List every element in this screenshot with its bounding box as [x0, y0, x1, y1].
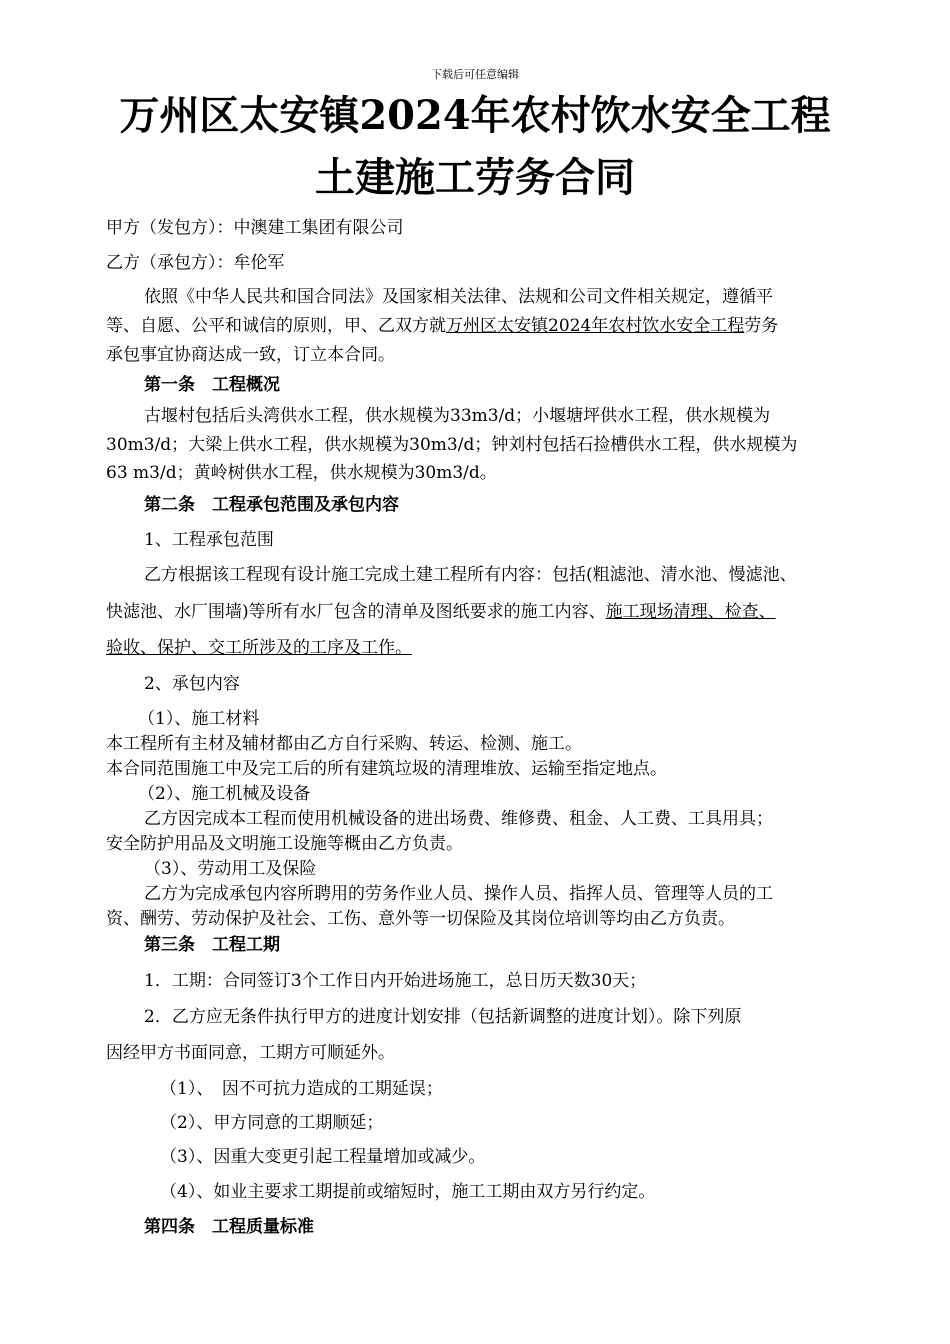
party-a: 甲方（发包方）：中澳建工集团有限公司: [106, 218, 404, 238]
intro-line2-post: 劳务: [744, 316, 779, 336]
scope-line3: 验收、保护、交工所涉及的工序及工作。: [106, 638, 412, 658]
equipment-line2: 安全防护用品及文明施工设施等概由乙方负责。: [106, 834, 463, 854]
article1-line1: 古堰村包括后头湾供水工程，供水规模为33m3/d；小堰塘坪供水工程，供水规模为: [144, 406, 771, 426]
labor-line1: 乙方为完成承包内容所聘用的劳务作业人员、操作人员、指挥人员、管理等人员的工: [144, 884, 773, 904]
scope-line1: 乙方根据该工程现有设计施工完成土建工程所有内容：包括(粗滤池、清水池、慢滤池、: [144, 565, 797, 585]
project-name: 万州区太安镇2024年农村饮水安全工程: [446, 316, 745, 336]
scope-line2-underlined: 施工现场清理、检查、: [605, 602, 776, 622]
exception-3: （3）、因重大变更引起工程量增加或减少。: [160, 1147, 486, 1167]
article3-item1: 1．工期：合同签订3个工作日内开始进场施工，总日历天数30天；: [144, 971, 647, 991]
article4-heading: 第四条 工程质量标准: [144, 1217, 314, 1237]
document-title-line1: 万州区太安镇2024年农村饮水安全工程: [119, 92, 831, 139]
document-title-line2: 土建施工劳务合同: [315, 154, 635, 201]
exception-1: （1）、 因不可抗力造成的工期延误；: [160, 1079, 443, 1099]
scope-line2: [106, 597, 776, 622]
materials-title: （1）、施工材料: [138, 709, 260, 729]
article1-line2: 30m3/d；大梁上供水工程，供水规模为30m3/d；钟刘村包括石捡槽供水工程，供水规模为: [106, 435, 798, 455]
intro-line2: [106, 311, 778, 336]
article1-heading: 第一条 工程概况: [144, 375, 280, 395]
exception-4: （4）、如业主要求工期提前或缩短时，施工工期由双方另行约定。: [160, 1182, 656, 1202]
labor-title: （3）、劳动用工及保险: [144, 859, 317, 879]
article3-item2-line2: 因经甲方书面同意，工期方可顺延外。: [106, 1043, 395, 1063]
scope-line2-pre: 快滤池、水厂围墙)等所有水厂包含的清单及图纸要求的施工内容、: [106, 602, 606, 622]
exception-2: （2）、甲方同意的工期顺延；: [160, 1113, 384, 1133]
equipment-line1: 乙方因完成本工程而使用机械设备的进出场费、维修费、租金、人工费、工具用具；: [144, 809, 773, 829]
article1-line3: 63 m3/d；黄岭树供水工程，供水规模为30m3/d。: [106, 463, 497, 483]
article3-item2-line1: 2．乙方应无条件执行甲方的进度计划安排（包括新调整的进度计划）。除下列原: [144, 1007, 742, 1027]
content-title: 2、承包内容: [144, 674, 240, 694]
labor-line2: 资、酬劳、劳动保护及社会、工伤、意外等一切保险及其岗位培训等均由乙方负责。: [106, 909, 735, 929]
equipment-title: （2）、施工机械及设备: [138, 784, 311, 804]
article3-heading: 第三条 工程工期: [144, 935, 280, 955]
scope-title: 1、工程承包范围: [144, 530, 274, 550]
header-note: 下载后可任意编辑: [431, 68, 519, 81]
intro-line3: 承包事宜协商达成一致，订立本合同。: [106, 345, 395, 365]
intro-line2-pre: 等、自愿、公平和诚信的原则，甲、乙双方就: [106, 316, 446, 336]
materials-line2: 本合同范围施工中及完工后的所有建筑垃圾的清理堆放、运输至指定地点。: [106, 759, 667, 779]
materials-line1: 本工程所有主材及辅材都由乙方自行采购、转运、检测、施工。: [106, 734, 582, 754]
intro-line1: 依照《中华人民共和国合同法》及国家相关法律、法规和公司文件相关规定，遵循平: [144, 287, 773, 307]
party-b: 乙方（承包方）：牟伦军: [106, 253, 285, 273]
article2-heading: 第二条 工程承包范围及承包内容: [144, 495, 399, 515]
